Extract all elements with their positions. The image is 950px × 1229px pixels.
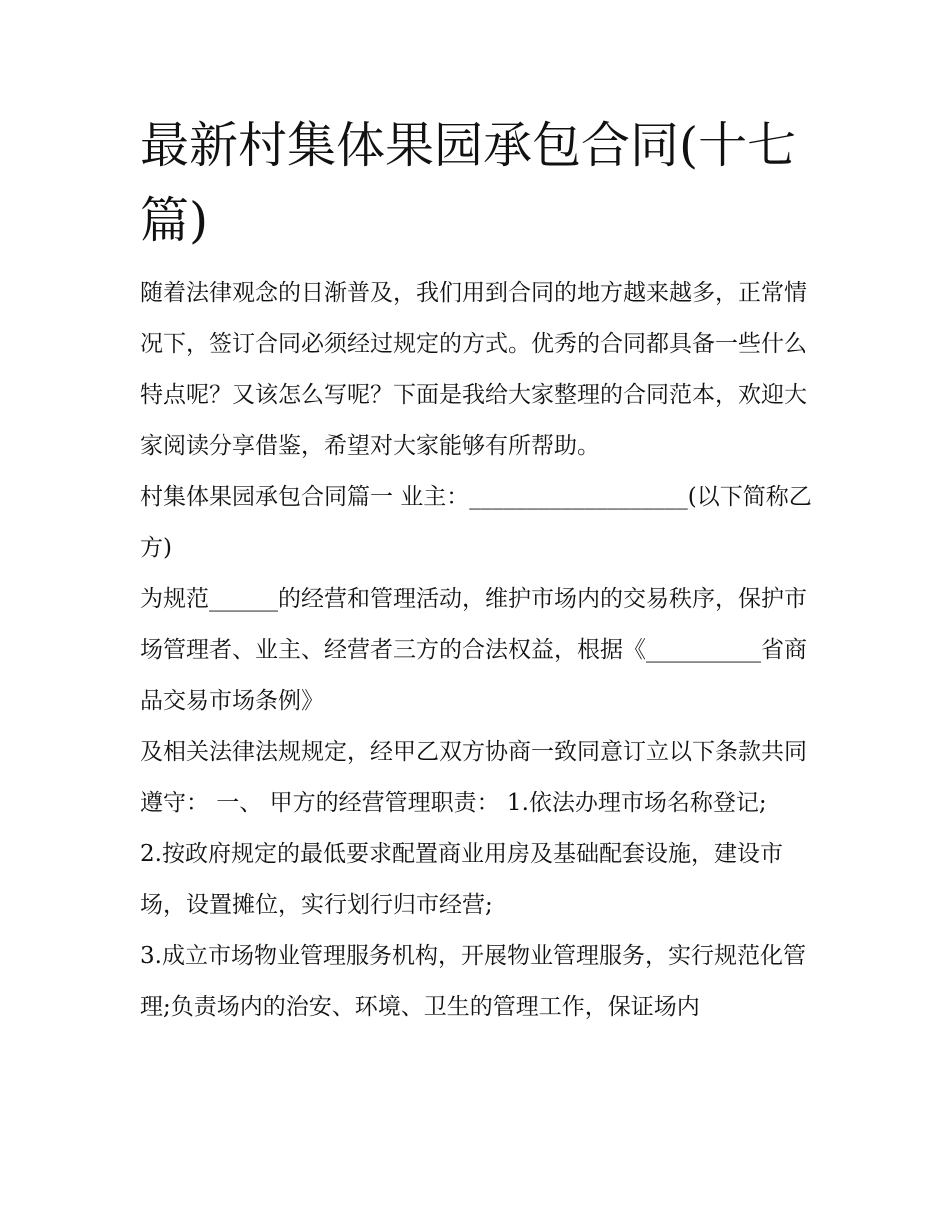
paragraph-owner: 村集体果园承包合同篇一 业主：___________________(以下简称乙方) bbox=[140, 484, 812, 561]
paragraph-item-2: 2.按政府规定的最低要求配置商业用房及基础配套设施，建设市场，设置摊位，实行划行归市经营; bbox=[140, 841, 783, 918]
paragraph-purpose: 为规范______的经营和管理活动，维护市场内的交易秩序，保护市场管理者、业主、经营者三方的合法权益，根据《__________省商品交易市场条例》 bbox=[140, 586, 807, 714]
document-title: 最新村集体果园承包合同(十七篇) bbox=[140, 117, 797, 249]
paragraph-intro: 随着法律观念的日渐普及，我们用到合同的地方越来越多，正常情况下，签订合同必须经过规定的方式。优秀的合同都具备一些什么特点呢？又该怎么写呢？下面是我给大家整理的合同范本，欢迎大家阅读分享借鉴，希望对大家能够有所帮助。 bbox=[140, 280, 807, 459]
document-page bbox=[140, 108, 815, 1033]
paragraph-item-3: 3.成立市场物业管理服务机构，开展物业管理服务，实行规范化管理;负责场内的治安、环境、卫生的管理工作，保证场内 bbox=[140, 943, 806, 1020]
paragraph-terms: 及相关法律法规规定，经甲乙双方协商一致同意订立以下条款共同遵守： 一、 甲方的经营管理职责： 1.依法办理市场名称登记; bbox=[140, 739, 807, 816]
